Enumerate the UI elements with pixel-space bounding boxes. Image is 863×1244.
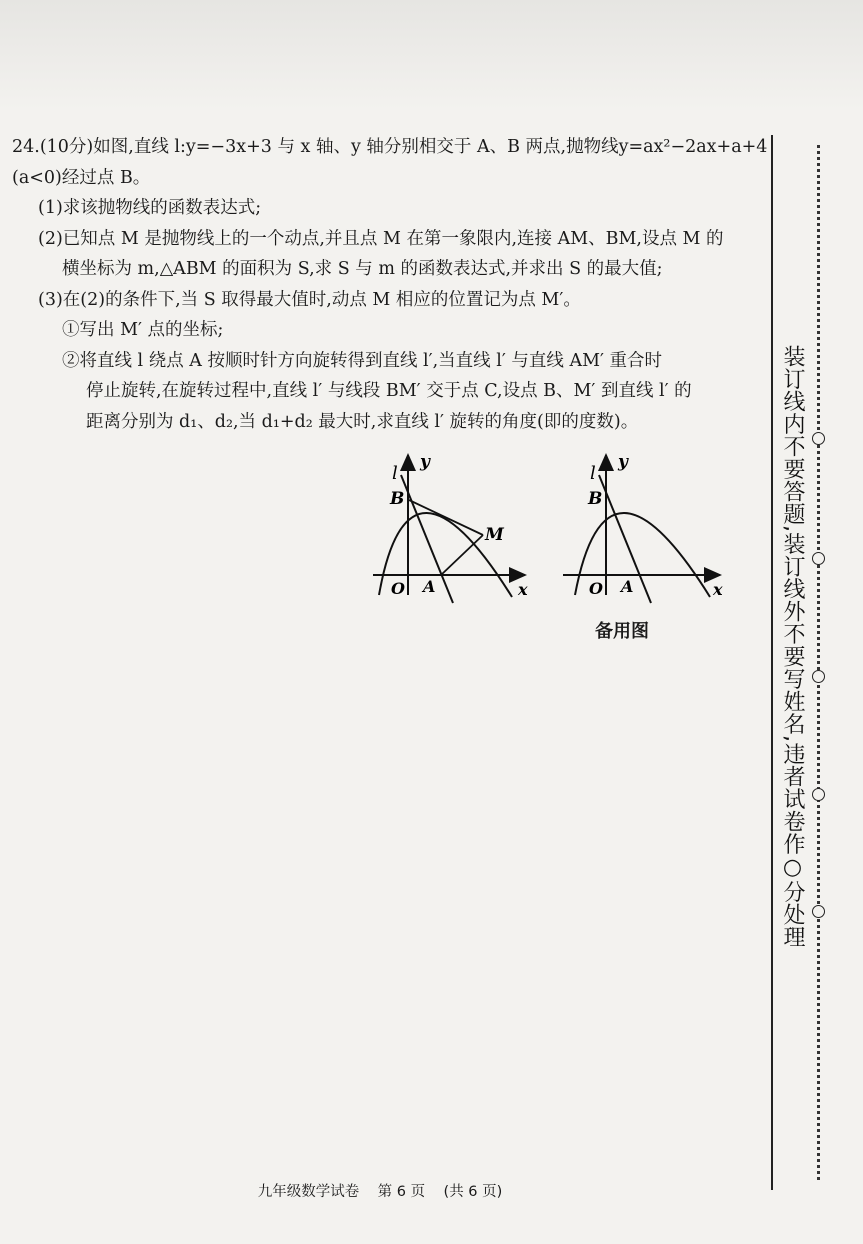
label-B: B [588, 489, 603, 509]
segment-BM [409, 500, 483, 535]
binding-hole-4 [812, 788, 825, 801]
label-l: l [590, 463, 596, 484]
question-2-line-2: 横坐标为 m,△ABM 的面积为 S,求 S 与 m 的函数表达式,并求出 S 的最大值; [62, 259, 663, 279]
question-3: (3)在(2)的条件下,当 S 取得最大值时,动点 M 相应的位置记为点 M′。 [38, 289, 581, 310]
binding-dotted-line [817, 145, 820, 1180]
label-A: A [423, 577, 436, 596]
problem-24 [12, 132, 768, 437]
problem-stem-line-1: 24.(10分)如图,直线 l:y=−3x+3 与 x 轴、y 轴分别相交于 A、B 两点,抛物线y=ax²−2ax+a+4 [12, 137, 768, 157]
figure-main [365, 445, 535, 605]
binding-hole-1 [812, 432, 825, 445]
label-B: B [390, 489, 405, 509]
binding-hole-2 [812, 552, 825, 565]
label-y: y [420, 452, 430, 472]
question-3-1: ①写出 M′ 点的坐标; [62, 320, 224, 340]
question-3-2-line-1: ②将直线 l 绕点 A 按顺时针方向旋转得到直线 l′,当直线 l′ 与直线 AM′ 重合时 [62, 350, 663, 371]
question-3-2-line-2: 停止旋转,在旋转过程中,直线 l′ 与线段 BM′ 交于点 C,设点 B、M′ 到直线 l′ 的 [86, 381, 692, 401]
binding-hole-5 [812, 905, 825, 918]
label-l: l [392, 463, 398, 484]
label-O: O [589, 579, 603, 598]
label-y: y [618, 452, 628, 472]
binding-hole-3 [812, 670, 825, 683]
question-1: (1)求该抛物线的函数表达式; [38, 198, 262, 218]
label-A: A [621, 577, 634, 596]
figure-backup [555, 445, 730, 605]
page-footer [0, 1180, 760, 1201]
scan-shadow [0, 0, 863, 110]
question-3-2-line-3: 距离分别为 d₁、d₂,当 d₁+d₂ 最大时,求直线 l′ 旋转的角度(即的度数)。 [86, 411, 639, 432]
label-O: O [391, 579, 405, 598]
footer-page-number: 第 6 页 [377, 1184, 426, 1200]
binding-warning-text: 装订线内不要答题,装订线外不要写姓名,违者试卷作○分处理 [780, 345, 805, 948]
footer-subject: 九年级数学试卷 [257, 1184, 360, 1200]
binding-rule-line [771, 135, 773, 1190]
backup-figure-caption: 备用图 [595, 621, 649, 642]
segment-AM [441, 535, 483, 575]
question-2-line-1: (2)已知点 M 是抛物线上的一个动点,并且点 M 在第一象限内,连接 AM、BM,设点 M 的 [38, 228, 724, 249]
label-M: M [485, 525, 504, 545]
footer-total-pages: (共 6 页) [443, 1184, 503, 1200]
label-x: x [518, 580, 528, 599]
label-x: x [713, 580, 723, 599]
problem-stem-line-2: (a<0)经过点 B。 [12, 167, 151, 188]
